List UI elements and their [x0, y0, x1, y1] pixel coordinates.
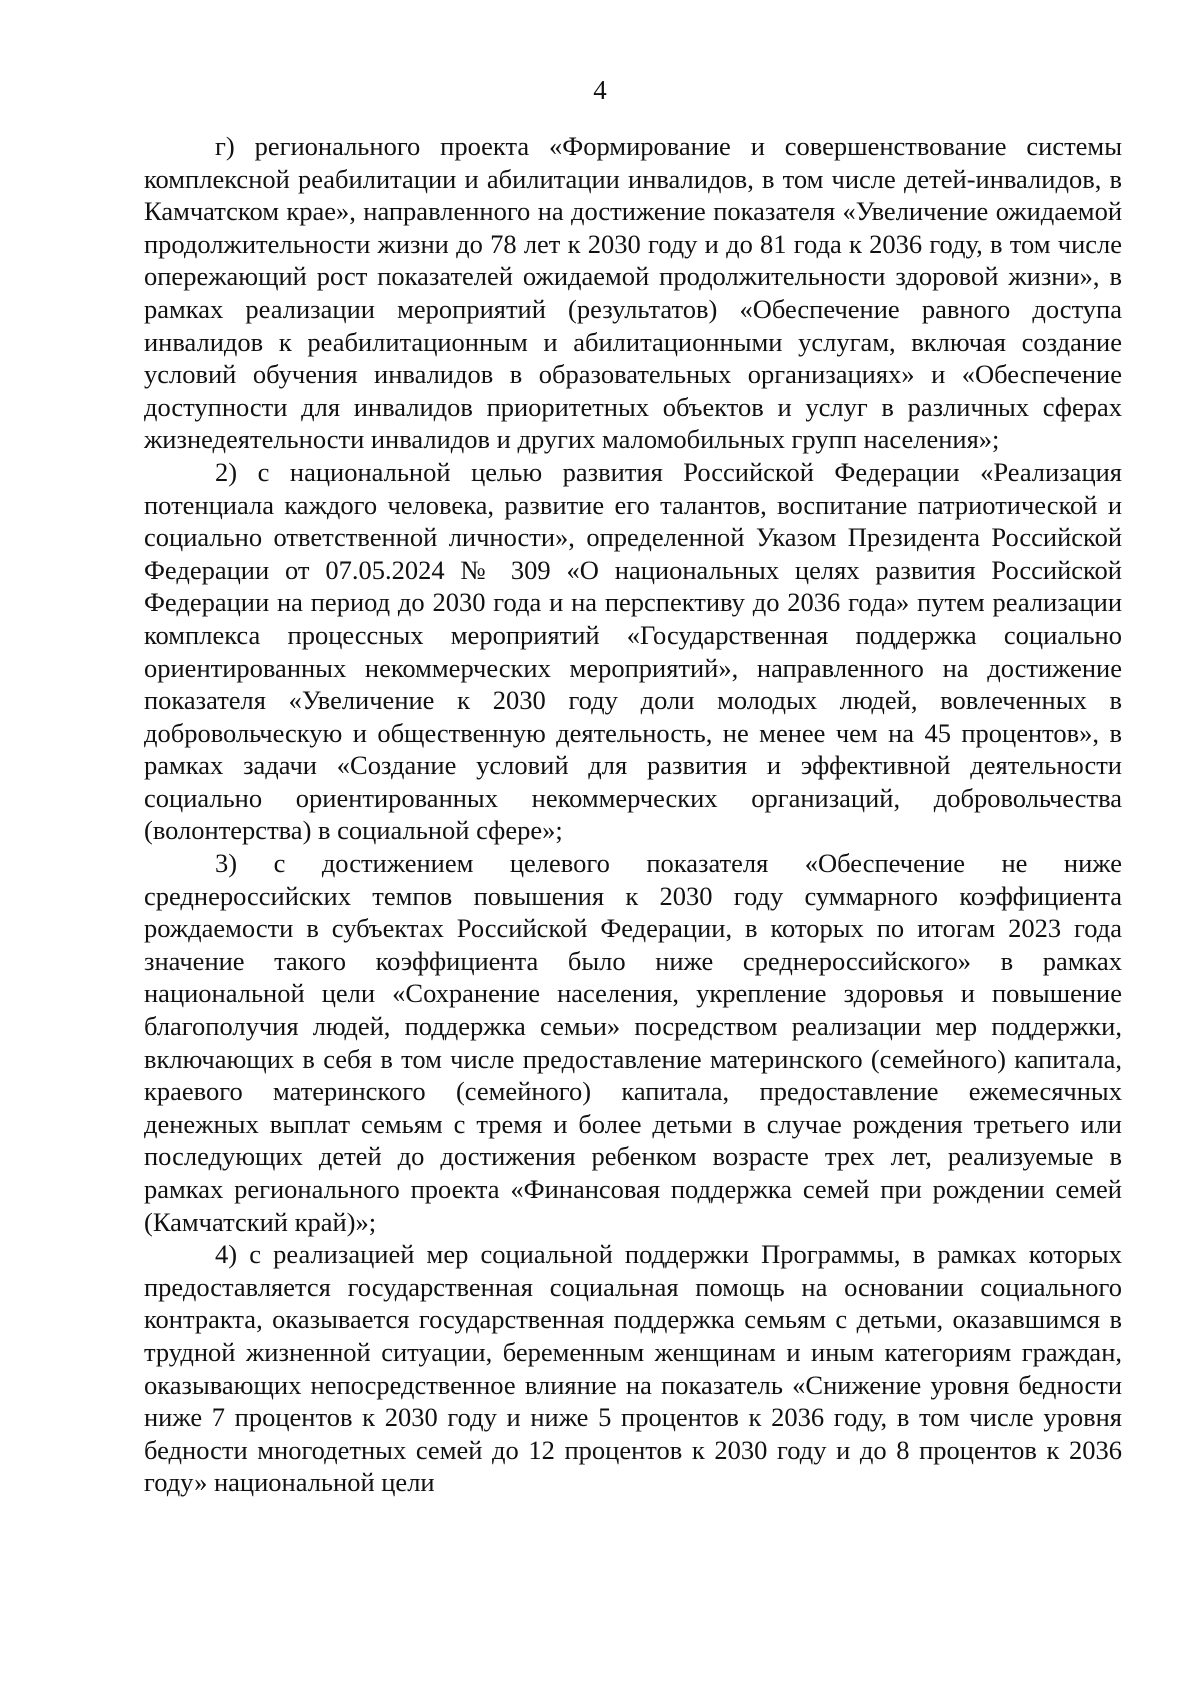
document-body [144, 130, 1122, 1499]
paragraph-2-national-goal: 2) с национальной целью развития Российской Федерации «Реализация потенциала каждого человека, развитие его талантов, воспитание патриотической и социально ответственной личности», определенной Указом Президента Российской Федерации от 07.05.2024 № 309 «О национальных целях развития Российской Федерации на период до 2030 года и на перспективу до 2036 года» путем реализации комплекса процессных мероприятий «Государственная поддержка социально ориентированных некоммерческих мероприятий», направленного на достижение показателя «Увеличение к 2030 году доли молодых людей, вовлеченных в добровольческую и общественную деятельность, не менее чем на 45 процентов», в рамках задачи «Создание условий для развития и эффективной деятельности социально ориентированных некоммерческих организаций, добровольчества (волонтерства) в социальной сфере»; [144, 456, 1122, 846]
page-number: 4 [593, 75, 607, 105]
paragraph-4-social-support: 4) с реализацией мер социальной поддержки Программы, в рамках которых предоставляется государственная социальная помощь на основании социального контракта, оказывается государственная поддержка семьям с детьми, оказавшимся в трудной жизненной ситуации, беременным женщинам и иным категориям граждан, оказывающих непосредственное влияние на показатель «Снижение уровня бедности ниже 7 процентов к 2030 году и ниже 5 процентов к 2036 году, в том числе уровня бедности многодетных семей до 12 процентов к 2030 году и до 8 процентов к 2036 году» национальной цели [144, 1239, 1122, 1498]
paragraph-g-regional-project: г) регионального проекта «Формирование и совершенствование системы комплексной реабилитации и абилитации инвалидов, в том числе детей-инвалидов, в Камчатском крае», направленного на достижение показателя «Увеличение ожидаемой продолжительности жизни до 78 лет к 2030 году и до 81 года к 2036 году, в том числе опережающий рост показателей ожидаемой продолжительности здоровой жизни», в рамках реализации мероприятий (результатов) «Обеспечение равного доступа инвалидов к реабилитационным и абилитационными услугам, включая создание условий обучения инвалидов в образовательных организациях» и «Обеспечение доступности для инвалидов приоритетных объектов и услуг в различных сферах жизнедеятельности инвалидов и других маломобильных групп населения»; [144, 131, 1122, 455]
paragraph-3-target-indicator: 3) с достижением целевого показателя «Обеспечение не ниже среднероссийских темпов повышения к 2030 году суммарного коэффициента рождаемости в субъектах Российской Федерации, в которых по итогам 2023 года значение такого коэффициента было ниже среднероссийского» в рамках национальной цели «Сохранение населения, укрепление здоровья и повышение благополучия людей, поддержка семьи» посредством реализации мер поддержки, включающих в себя в том числе предоставление материнского (семейного) капитала, краевого материнского (семейного) капитала, предоставление ежемесячных денежных выплат семьям с тремя и более детьми в случае рождения третьего или последующих детей до достижения ребенком возрасте трех лет, реализуемые в рамках регионального проекта «Финансовая поддержка семей при рождении семей (Камчатский край)»; [144, 848, 1122, 1237]
